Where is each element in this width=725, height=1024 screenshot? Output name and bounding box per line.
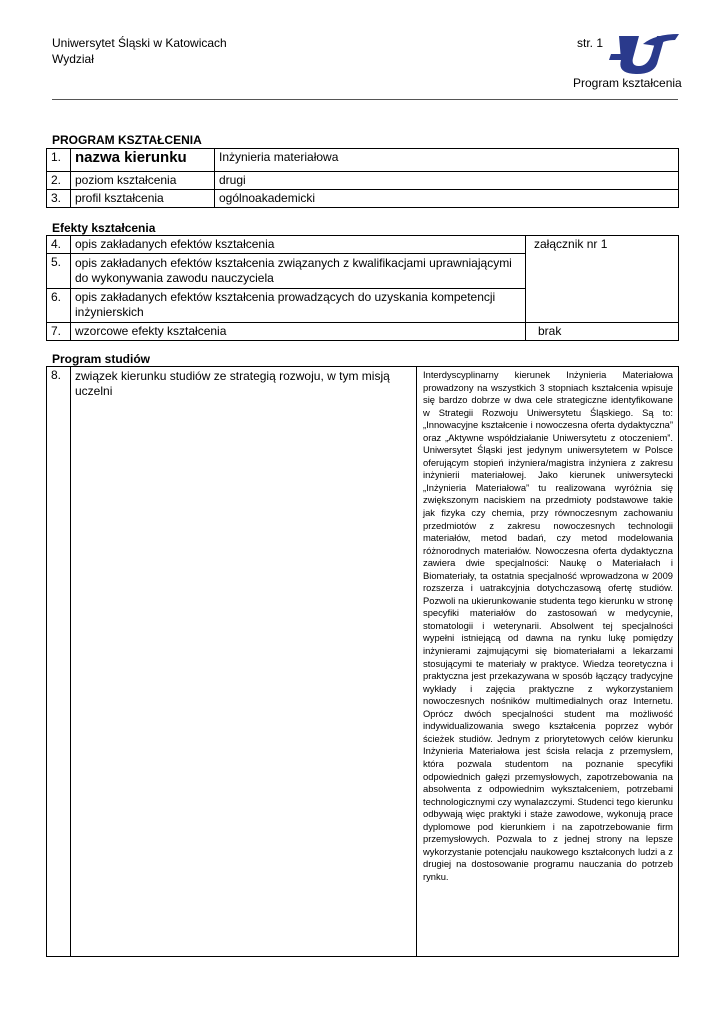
university-logo-icon xyxy=(609,30,681,76)
table-row xyxy=(47,323,679,341)
row-label: opis zakładanych efektów kształcenia prowadzących do uzyskania kompetencji inżynierskich xyxy=(71,289,526,323)
row-number: 3. xyxy=(47,190,71,208)
document-type: Program kształcenia xyxy=(573,76,682,90)
row-value: Interdyscyplinarny kierunek Inżynieria Materiałowa prowadzony na wszystkich 3 stopniach kształcenia wpisuje się bardzo dobrze w dwa cele strategiczne identyfikowane w Strategii Rozwoju Uniwersytetu Śląskiego. Są to: „Innowacyjne kształcenie i nowoczesna oferta dydaktyczna” oraz „Aktywne współdziałanie Uniwersytetu z otoczeniem”. Uniwersytet Śląski jest jedynym uniwersytetem w Polsce oferującym stopień inżyniera/magistra inżyniera z zakresu inżynierii materiałowej. Jako kierunek uniwersytecki „Inżynieria Materiałowa” tu realizowana wyróżnia się zwiększonym naciskiem na przedmioty podstawowe takie jak fizyka czy chemia, przy równoczesnym zachowaniu przedmiotów z zakresu nowoczesnych technologii materiałów, metod badań, czy metod modelowania różnorodnych materiałów. Nowoczesna oferta dydaktyczna zawiera dwie specjalności: Naukę o Materiałach i Biomateriały, ta ostatnia specjalność wprowadzona w 2009 rozszerza i uatrakcyjnia dotychczasową ofertę studiów. Pozwoli na ukierunkowanie studenta tego kierunku w stronę specyfiki materiałów do zastosowań w medycynie, stomatologii i weterynarii. Absolwent tej specjalności wypełni istniejącą od dawna na rynku lukę pomiędzy inżynierami zajmującymi się biomateriałami a lekarzami stosującymi te materiały w praktyce. Wiedza teoretyczna i praktyczna jest przekazywana w sposób łączący tradycyjne wykłady i zajęcia praktyczne z wykorzystaniem nowoczesnych nośników multimedialnych oraz Internetu. Oprócz dwóch specjalności student ma możliwość indywidualizowania swego kształcenia poprzez wybór ścieżek studiów. Jednym z priorytetowych celów kierunku Inżynieria Materiałowa jest ścisła relacja z przemysłem, która pozwala studentom na poznanie specyfiki odpowiednich gałęzi przemysłowych, zapotrzebowania na absolwenta z odpowiednim wykształceniem, potrzebami technologicznymi czy wynalazczymi. Studenci tego kierunku odbywają więc praktyki i staże zawodowe, wykonują prace dyplomowe pod kierunkiem i na zapotrzebowanie firm przemysłowych. Pozwala to z jednej strony na lepsze wykorzystanie potencjału naukowego kształconych ludzi a z drugiej na dostosowanie programu nauczania do potrzeb rynku. xyxy=(417,367,679,957)
effects-section-title: Efekty kształcenia xyxy=(52,221,156,235)
studies-section-title: Program studiów xyxy=(52,352,151,366)
row-label: nazwa kierunku xyxy=(71,149,215,172)
row-number: 4. xyxy=(47,236,71,254)
row-number: 6. xyxy=(47,289,71,323)
row-value: Inżynieria materiałowa xyxy=(215,149,679,172)
table-row xyxy=(47,149,679,172)
row-label: opis zakładanych efektów kształcenia xyxy=(71,236,526,254)
row-label: profil kształcenia xyxy=(71,190,215,208)
row-label: wzorcowe efekty kształcenia xyxy=(71,323,526,341)
header-divider xyxy=(52,99,678,100)
row-number: 8. xyxy=(47,367,71,957)
row-label: opis zakładanych efektów kształcenia związanych z kwalifikacjami uprawniającymi do wykonywania zawodu nauczyciela xyxy=(71,254,526,289)
row-number: 7. xyxy=(47,323,71,341)
row-number: 5. xyxy=(47,254,71,289)
attachment-reference: załącznik nr 1 xyxy=(526,236,679,323)
studies-table xyxy=(46,366,679,957)
row-value: drugi xyxy=(215,172,679,190)
row-number: 2. xyxy=(47,172,71,190)
table-row xyxy=(47,236,679,254)
page-number: str. 1 xyxy=(577,36,604,50)
table-row xyxy=(47,367,679,957)
program-table xyxy=(46,148,679,208)
row-label: związek kierunku studiów ze strategią rozwoju, w tym misją uczelni xyxy=(71,367,417,957)
row-label: poziom kształcenia xyxy=(71,172,215,190)
program-section-title: PROGRAM KSZTAŁCENIA xyxy=(52,133,202,147)
row-value: ogólnoakademicki xyxy=(215,190,679,208)
faculty-name: Wydział xyxy=(52,52,94,66)
table-row xyxy=(47,172,679,190)
row-number: 1. xyxy=(47,149,71,172)
table-row xyxy=(47,190,679,208)
row-value: brak xyxy=(526,323,679,341)
university-name: Uniwersytet Śląski w Katowicach xyxy=(52,36,227,50)
effects-table xyxy=(46,235,679,341)
